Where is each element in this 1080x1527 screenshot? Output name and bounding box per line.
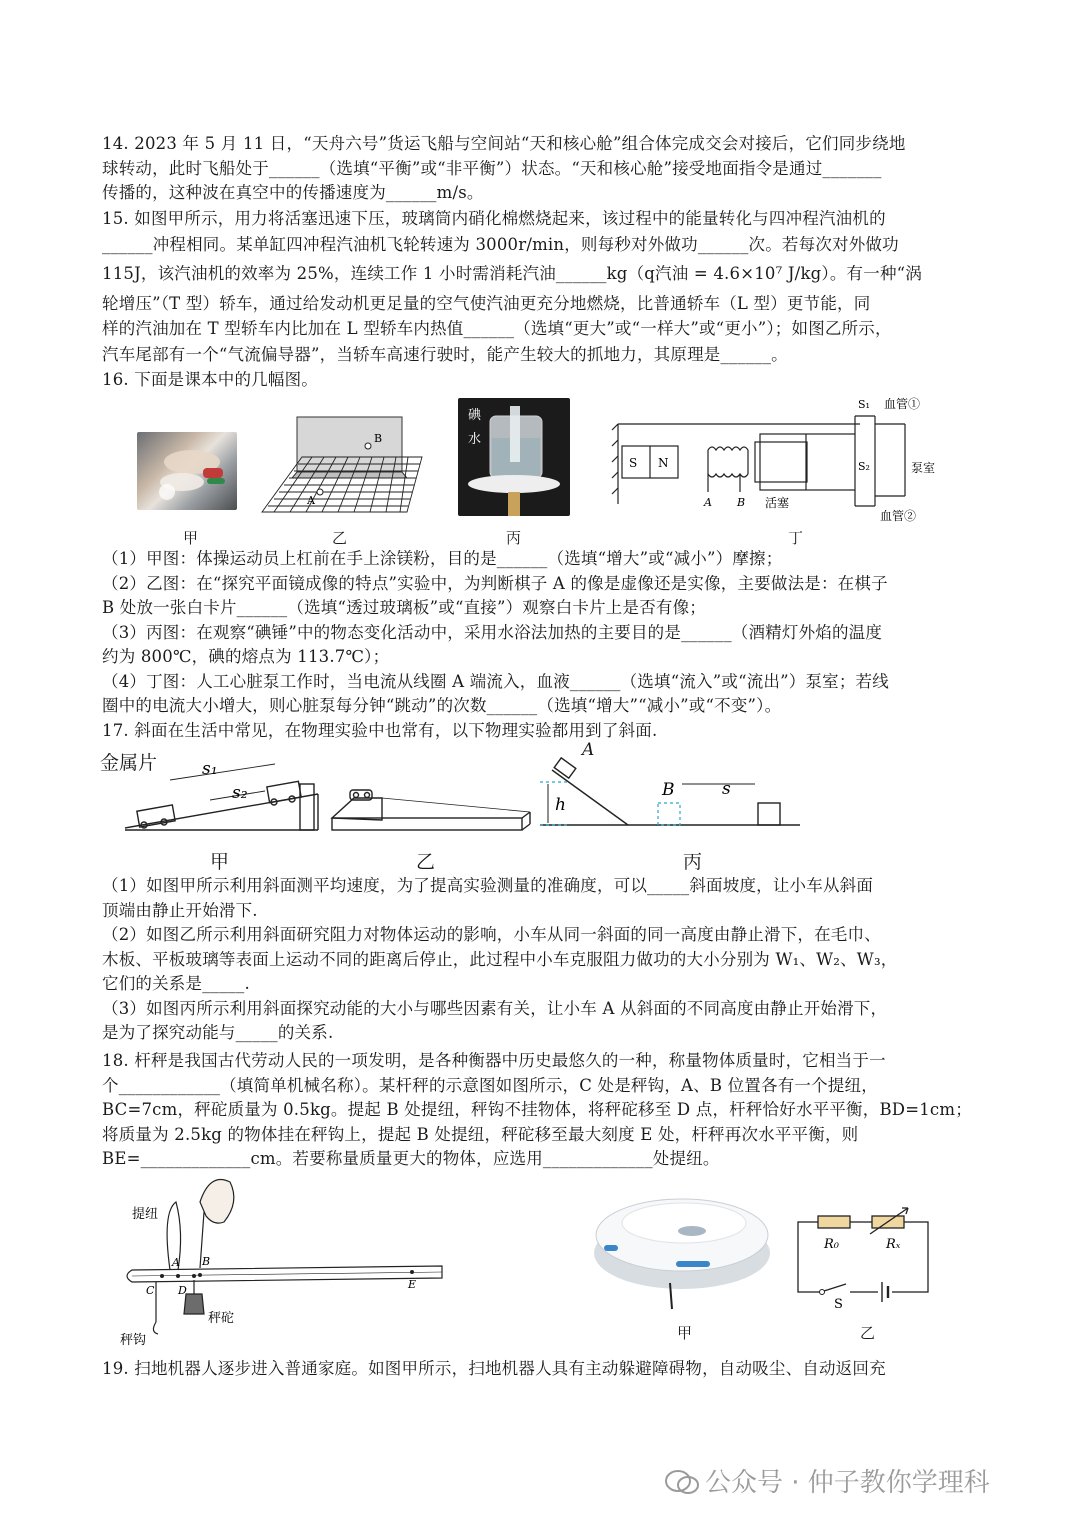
chess-piece-a: [317, 489, 323, 495]
label-s-pole: S: [629, 456, 638, 470]
q18-line: 将质量为 2.5kg 的物体挂在秤钩上，提起 B 处提纽，秤砣移至最大刻度 E 处，杆秤再次水平平衡，则: [102, 1124, 859, 1144]
cart-lower: [137, 805, 175, 827]
wechat-icon: [665, 1469, 699, 1495]
cart-a: [554, 758, 576, 778]
wood-block: [758, 803, 780, 825]
q16-title: 16. 下面是课本中的几幅图。: [102, 370, 318, 389]
q16-part: （4）丁图：人工心脏泵工作时，当电流从线圈 A 端流入，血液______（选填“流入”或“流出”）泵室；若线: [102, 671, 889, 691]
iodine-water-bath-photo: [458, 398, 570, 516]
q16-part: （3）丙图：在观察“碘锤”中的物态变化活动中，采用水浴法加热的主要目的是______（酒精灯外焰的温度: [102, 622, 883, 642]
label-s: S: [834, 1297, 843, 1312]
q15-line: 轮增压”（T 型）轿车，通过给发动机更足量的空气使汽油更充分地燃烧，比普通轿车（L 型）更节能，同: [102, 293, 871, 313]
label-piston: 活塞: [765, 496, 790, 510]
label-c: C: [146, 1284, 155, 1297]
plane-mirror-grid-figure: [262, 412, 422, 517]
label-r0: R₀: [824, 1237, 839, 1252]
question-14: [102, 132, 982, 206]
q18-line: BC=7cm，秤砣质量为 0.5kg。提起 B 处提纽，秤钩不挂物体，将秤砣移至 D 点，杆秤恰好水平平衡，BD=1cm；: [102, 1100, 972, 1119]
label-b: B: [374, 432, 383, 445]
q17-part: （3）如图丙所示利用斜面探究动能的大小与哪些因素有关，让小车 A 从斜面的不同高度由静止开始滑下，: [102, 998, 888, 1018]
label-blood-vessel-2: 血管②: [880, 509, 917, 523]
label-sliding-weight: 秤砣: [208, 1311, 235, 1326]
coil: [708, 447, 748, 477]
q17-title: 17. 斜面在生活中常见，在物理实验中也常有，以下物理实验都用到了斜面.: [102, 720, 658, 740]
label-dian: 碘: [468, 408, 482, 423]
label-lifting-string: 提纽: [132, 1207, 159, 1222]
q17-part: 它们的关系是_____.: [102, 974, 250, 993]
caption-yi: 乙: [332, 529, 348, 547]
q16-part: 圈中的电流大小增大，则心脏泵每分钟“跳动”的次数______（选填“增大”“减小”或“不变”）。: [102, 696, 782, 715]
q19-line: 19. 扫地机器人逐步进入普通家庭。如图甲所示，扫地机器人具有主动躲避障碍物，自动吸尘、自动返回充: [102, 1359, 886, 1378]
q14-line: 球转动，此时飞船处于______（选填“平衡”或“非平衡”）状态。“天和核心舱”接受地面指令是通过_______: [102, 158, 882, 178]
robot-vacuum-figure: [592, 1183, 772, 1313]
chess-piece-b: [365, 443, 371, 449]
q18-line: 个____________（填简单机械名称）。某杆秤的示意图如图所示，C 处是秤钩，A、B 位置各有一个提纽，: [102, 1075, 878, 1095]
label-shui: 水: [468, 432, 482, 447]
gymnast-hands-photo: [137, 432, 237, 510]
label-b: B: [662, 780, 675, 800]
sliding-weight: [184, 1294, 204, 1314]
q16-part: 约为 800℃，碘的熔点为 113.7℃）；: [102, 647, 390, 666]
q16-part: （1）甲图：体操运动员上杠前在手上涂镁粉，目的是______（选填“增大”或“减小”）摩擦；: [102, 549, 783, 568]
circuit-loop: [798, 1222, 928, 1292]
circuit-diagram: [790, 1200, 940, 1310]
q14-line: 14. 2023 年 5 月 11 日，“天舟六号”货运飞船与空间站“天和核心舱”组合体完成交会对接后，它们同步绕地: [102, 134, 906, 153]
label-s: s: [722, 779, 731, 799]
label-rx: Rₓ: [886, 1237, 901, 1252]
q15-line: 汽车尾部有一个“气流偏导器”，当轿车高速行驶时，能产生较大的抓地力，其原理是______。: [102, 344, 788, 364]
label-s1: S₁: [858, 398, 870, 411]
label-h: h: [555, 795, 566, 815]
label-metal-sheet: 金属片: [100, 752, 158, 774]
q17-part: 顶端由静止开始滑下.: [102, 900, 258, 920]
q18-line: BE=_____________cm。若要称量质量更大的物体，应选用_____________处提纽。: [102, 1149, 720, 1168]
q17-part: 木板、平板玻璃等表面上运动不同的距离后停止，此过程中小车克服阻力做功的大小分别为 W₁、W₂、W₃，: [102, 949, 898, 969]
hook: [153, 1322, 158, 1334]
question-16-parts: [102, 547, 982, 743]
q18-line: 18. 杆秤是我国古代劳动人民的一项发明，是各种衡器中历史最悠久的一种，称量物体质量时，它相当于一: [102, 1051, 886, 1070]
caption-yi: 乙: [860, 1324, 876, 1342]
q14-line: 传播的，这种波在真空中的传播速度为______m/s。: [102, 183, 484, 202]
label-coil-a: A: [704, 496, 712, 509]
label-a: A: [172, 1256, 180, 1269]
q15-line: 样的汽油加在 T 型轿车内比加在 L 型轿车内热值______（选填“更大”或“一样大”或“更小”）；如图乙所示，: [102, 319, 892, 338]
q17-part: （1）如图甲所示利用斜面测平均速度，为了提高实验测量的准确度，可以_____斜面坡度，让小车从斜面: [102, 876, 874, 895]
steelyard-figure: [112, 1172, 457, 1352]
q17-part: （2）如图乙所示利用斜面研究阻力对物体运动的影响，小车从同一斜面的同一高度由静止滑下，在毛巾、: [102, 925, 881, 944]
question-18: [102, 1049, 982, 1172]
piston-rod: [755, 442, 807, 482]
caption-yi: 乙: [416, 851, 436, 873]
q16-part: （2）乙图：在“探究平面镜成像的特点”实验中，为判断棋子 A 的像是虚像还是实像，主要做法是：在棋子: [102, 573, 888, 593]
label-d: D: [178, 1284, 187, 1297]
q17-part: 是为了探究动能与_____的关系.: [102, 1023, 334, 1042]
hand: [200, 1180, 234, 1224]
q16-part: B 处放一张白卡片______（选填“透过玻璃板”或“直接”）观察白卡片上是否有像；: [102, 598, 707, 617]
question-15: [102, 206, 982, 367]
heart-pump-figure: [610, 394, 950, 524]
question-19: [102, 1357, 982, 1382]
q15-line: 115J，该汽油机的效率为 25%，连续工作 1 小时需消耗汽油______kg（q汽油 = 4.6×10⁷ J/kg）。有一种“涡: [102, 264, 922, 283]
label-e: E: [408, 1278, 417, 1291]
resistor-r0: [818, 1216, 850, 1228]
caption-bing: 丙: [506, 529, 522, 547]
label-blood-vessel-1: 血管①: [884, 397, 921, 411]
label-pump-chamber: 泵室: [911, 461, 936, 475]
label-a: A: [307, 494, 315, 507]
caption-bing: 丙: [683, 851, 703, 873]
caption-jia: 甲: [677, 1324, 693, 1342]
label-hook: 秤钩: [120, 1333, 147, 1348]
q15-line: 15. 如图甲所示，用力将活塞迅速下压，玻璃筒内硝化棉燃烧起来，该过程中的能量转化与四冲程汽油机的: [102, 209, 886, 228]
question-16-title: [102, 368, 982, 393]
label-b: B: [202, 1255, 211, 1268]
label-cart-a: A: [582, 740, 595, 760]
caption-jia: 甲: [183, 529, 199, 547]
label-s1: s₁: [202, 759, 218, 779]
label-coil-b: B: [737, 496, 746, 509]
question-17-parts: [102, 874, 982, 1046]
watermark-text: 公众号 · 仲子教你学理科: [705, 1468, 990, 1498]
hands-chalk-illustration: [137, 432, 237, 510]
label-s2: S₂: [858, 460, 870, 473]
label-s2: s₂: [232, 783, 248, 803]
label-n-pole: N: [658, 456, 669, 470]
block-initial-position: [658, 803, 680, 825]
watermark: [665, 1462, 990, 1499]
caption-ding: 丁: [788, 529, 804, 547]
caption-jia: 甲: [210, 851, 230, 873]
q15-line: ______冲程相同。某单缸四冲程汽油机飞轮转速为 3000r/min，则每秒对外做功______次。若每次对外做功: [102, 234, 899, 254]
